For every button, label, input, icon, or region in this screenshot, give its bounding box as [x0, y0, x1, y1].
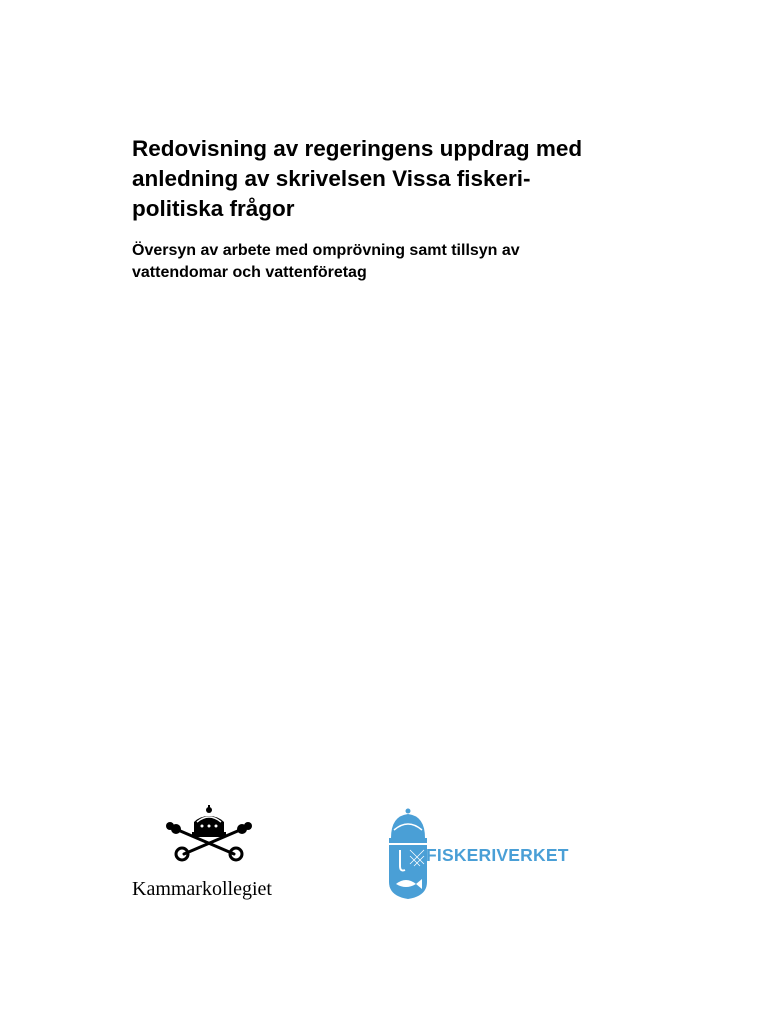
title-line-3: politiska frågor: [132, 196, 295, 221]
subtitle-line-2: vattendomar och vattenföretag: [132, 264, 367, 281]
crowned-fish-shield-icon: [388, 808, 428, 900]
kammarkollegiet-name: Kammarkollegiet: [132, 878, 272, 900]
title-line-2: anledning av skrivelsen Vissa fiskeri-: [132, 166, 531, 191]
document-title: [132, 134, 632, 224]
title-line-1: Redovisning av regeringens uppdrag med: [132, 136, 583, 161]
fiskeriverket-name: FISKERIVERKET: [426, 845, 569, 865]
fiskeriverket-logo: [388, 808, 588, 903]
kammarkollegiet-logo: [132, 804, 302, 904]
document-subtitle: [132, 240, 632, 284]
crown-crossed-keys-icon: [164, 804, 254, 864]
subtitle-line-1: Översyn av arbete med omprövning samt tillsyn av: [132, 242, 520, 259]
